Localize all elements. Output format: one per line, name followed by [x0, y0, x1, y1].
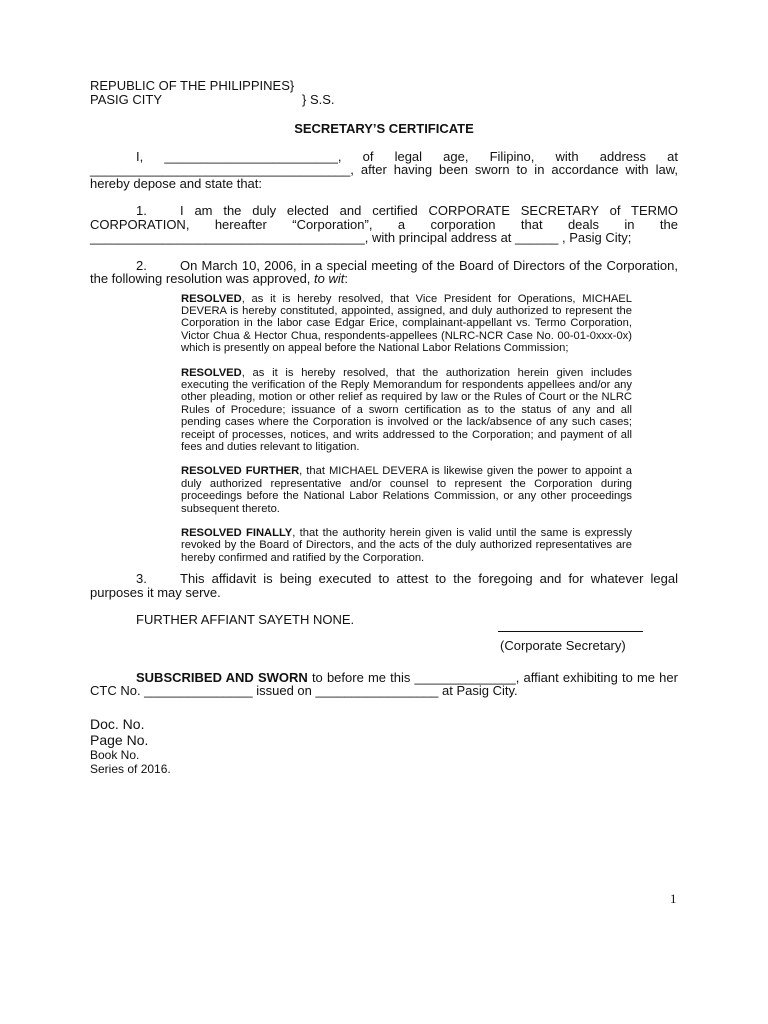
resolution-1-text: , as it is hereby resolved, that Vice President for Operations, MICHAEL DEVERA is hereby constituted, appointed, assigned, and duly authorized to represent the Corporation in the labor case Edgar Erice, complainant-appellant vs. Termo Corporation, Victor Chua & Hector Chua, respondents-appellees (NLRC-NCR Case No. 00-01-0xxx-0x) which is presently on appeal before the National Labor Relations Commission;	[181, 292, 632, 355]
jurat-text: to before me this ______________, affiant exhibiting to me her CTC No. _______________ issued on _________________ at Pasig City.	[90, 669, 678, 699]
resolution-2-lead: RESOLVED	[181, 366, 242, 379]
item-1-number: 1.	[136, 203, 147, 218]
venue-city-name: PASIG CITY	[90, 91, 162, 107]
signature-line	[498, 631, 643, 632]
jurat-lead: SUBSCRIBED AND SWORN	[136, 669, 308, 685]
resolutions-block	[181, 293, 632, 565]
resolution-4	[181, 527, 632, 564]
page-no: Page No.	[90, 731, 149, 748]
book-no: Book No.	[90, 747, 140, 762]
resolution-3	[181, 465, 632, 515]
notarial-register	[90, 716, 678, 776]
signature-label: (Corporate Secretary)	[500, 637, 626, 653]
resolution-1	[181, 293, 632, 355]
item-1-text: I am the duly elected and certified CORPORATE SECRETARY of TERMO CORPORATION, hereafter “Corporation”, a corporation that deals in the ______________________________________, with principal address at ______ , Pasig City;	[90, 203, 678, 245]
resolution-3-lead: RESOLVED FURTHER	[181, 465, 300, 478]
resolution-3-text: , that MICHAEL DEVERA is likewise given the power to appoint a duly authorized representative and/or counsel to represent the Corporation during proceedings before the National Labor Relations Commission, or any other proceedings subsequent thereto.	[181, 465, 632, 515]
resolution-4-lead: RESOLVED FINALLY	[181, 527, 293, 539]
item-3-text: This affidavit is being executed to attest to the foregoing and for whatever legal purposes it may serve.	[90, 571, 678, 600]
jurat-paragraph	[90, 671, 678, 698]
series: Series of 2016.	[90, 761, 171, 776]
item-2-text-end: :	[344, 271, 348, 286]
item-2-number: 2.	[136, 257, 147, 273]
doc-no: Doc. No.	[90, 715, 145, 732]
resolution-4-text: , that the authority herein given is valid until the same is expressly revoked by the Board of Directors, and the acts of the duly authorized representatives are hereby confirmed and ratified by the Corporation.	[181, 527, 632, 564]
intro-paragraph: I, ________________________, of legal age, Filipino, with address at ____________________________________, after having been sworn to in accordance with law, hereby depose and state that:	[90, 148, 678, 191]
item-3	[90, 572, 678, 599]
venue-city	[90, 93, 678, 107]
item-2-text: On March 10, 2006, in a special meeting of the Board of Directors of the Corporation, the following resolution was approved,	[90, 257, 678, 286]
item-2-italic: to wit	[314, 271, 345, 286]
signature-block	[90, 627, 678, 667]
item-3-number: 3.	[136, 571, 147, 587]
venue-republic: REPUBLIC OF THE PHILIPPINES}	[90, 78, 295, 93]
resolution-2	[181, 367, 632, 454]
resolution-1-lead: RESOLVED	[181, 292, 242, 305]
item-2	[90, 259, 678, 286]
item-1	[90, 204, 678, 245]
document-page	[90, 79, 678, 776]
document-title: SECRETARY’S CERTIFICATE	[294, 121, 474, 136]
resolution-2-text: , as it is hereby resolved, that the authorization herein given includes executing the verification of the Reply Memorandum for respondents appellees and/or any other pleading, motion or other relief as required by law or the Rules of Court or the NLRC Rules of Procedure; issuance of a sworn certification as to the status of any and all pending cases where the Corporation is involved or the lack/absence of any such cases; receipt of processes, notices, and writs addressed to the Corporation; and payment of all fees and duties relevant to litigation.	[181, 366, 632, 453]
further-affiant: FURTHER AFFIANT SAYETH NONE.	[136, 612, 355, 628]
venue-ss: } S.S.	[302, 91, 335, 107]
page-number: 1	[670, 891, 677, 906]
